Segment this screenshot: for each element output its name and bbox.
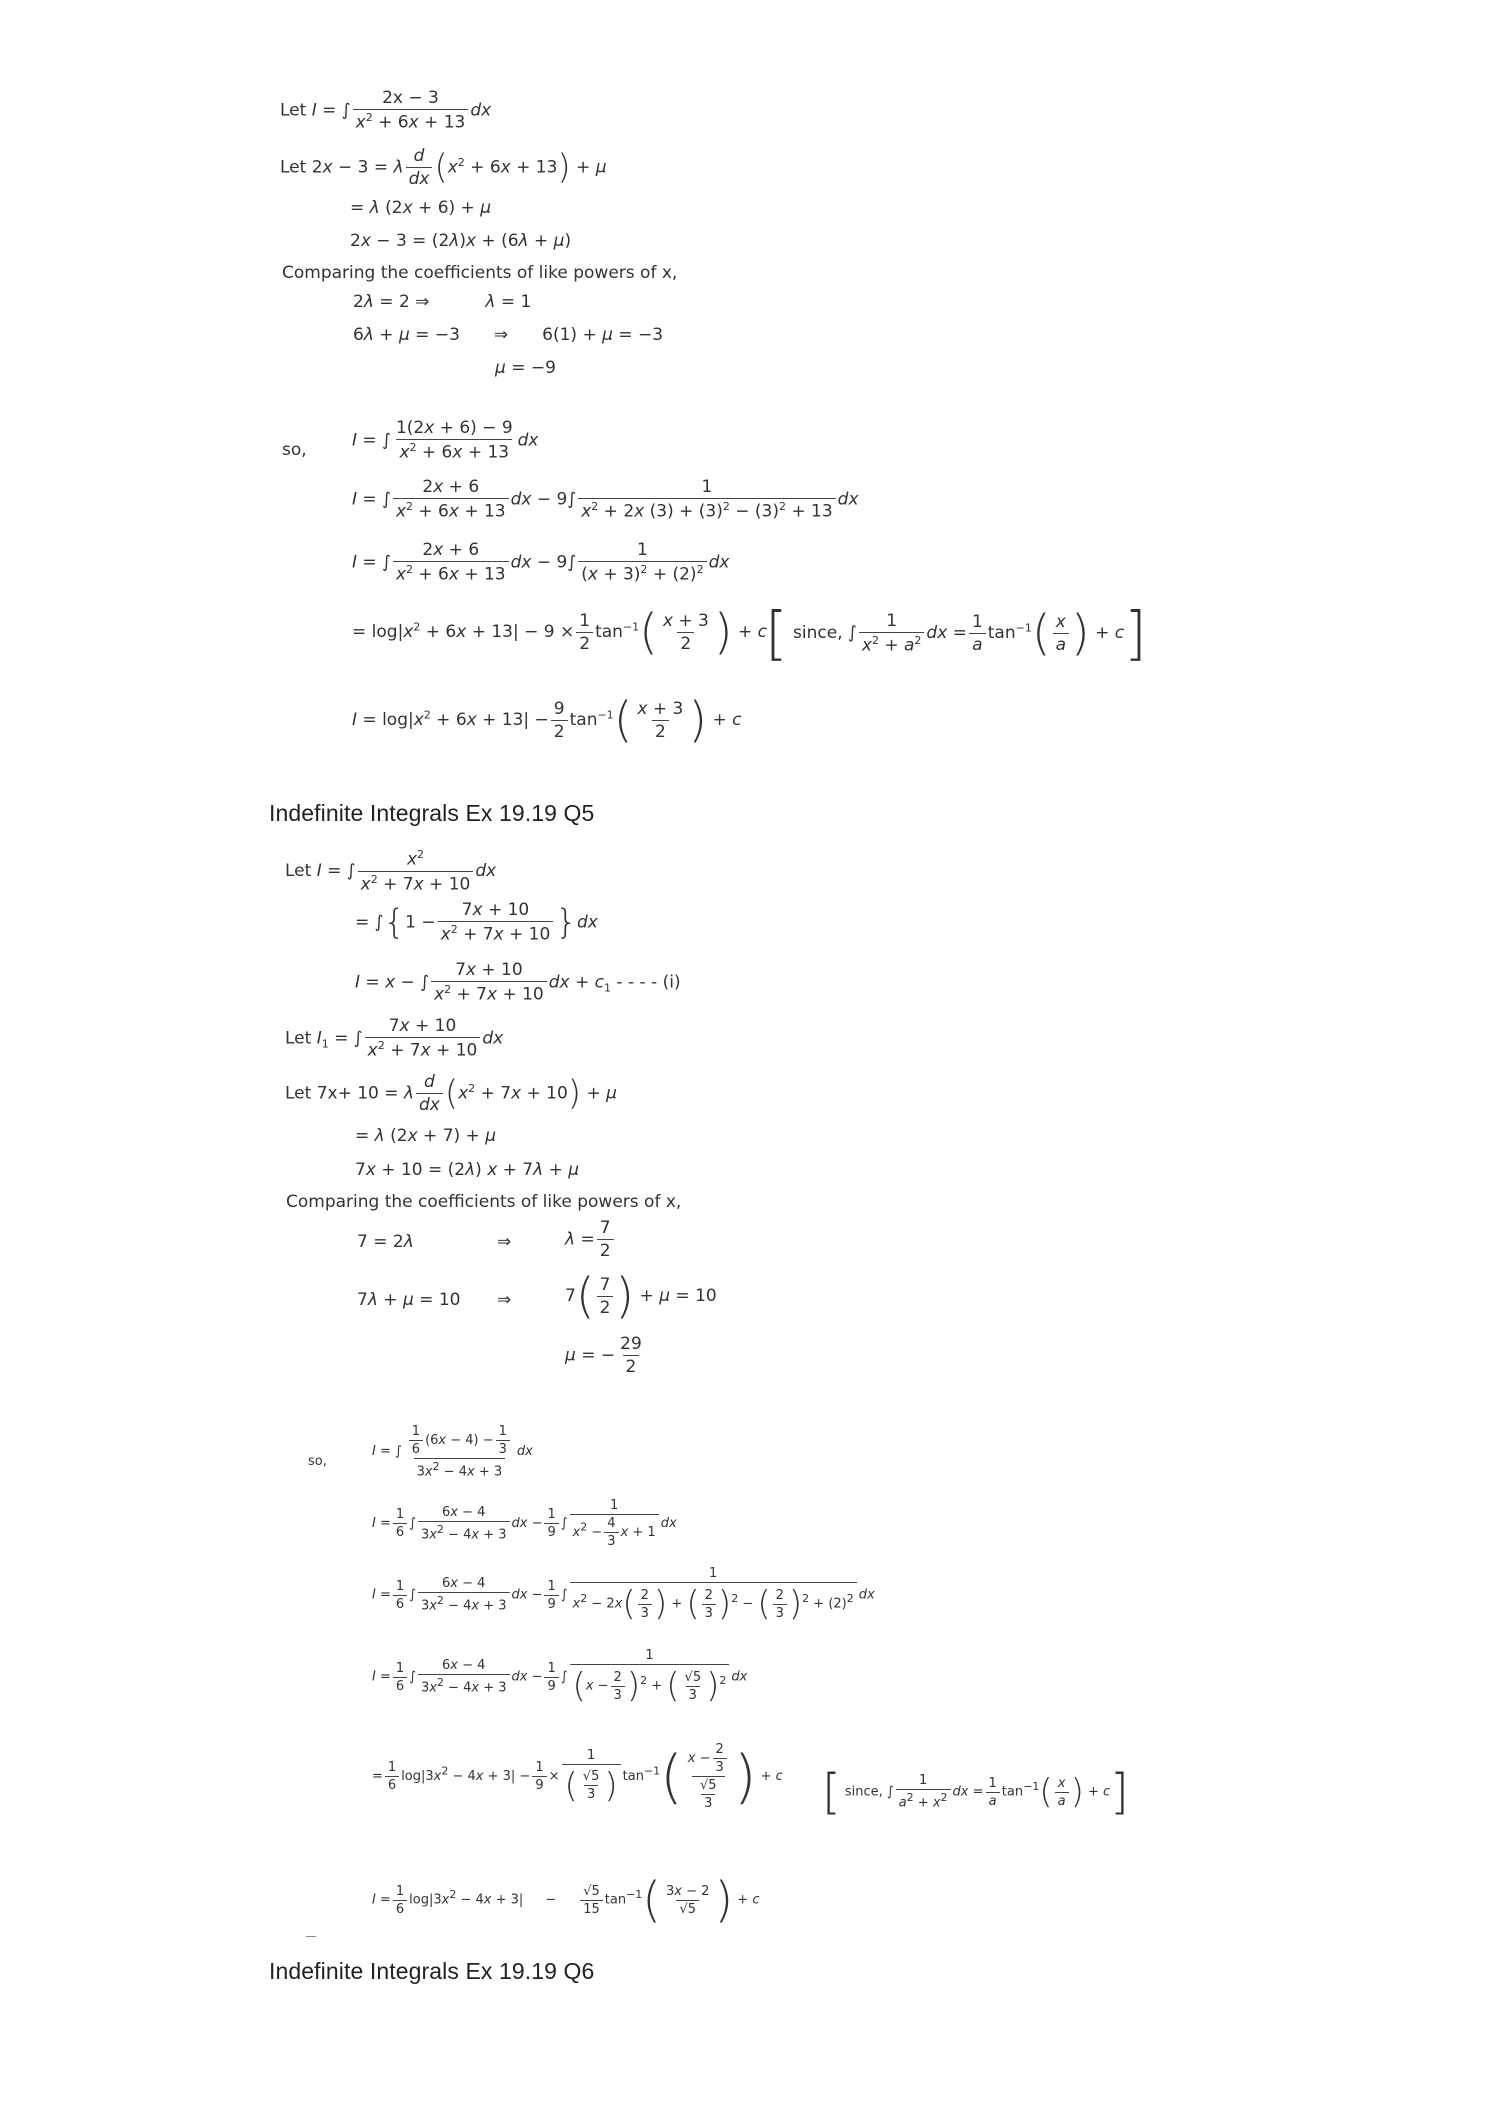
q4-line-so-I: I = ∫ $\frac{1(2x + 6) - 9}{x^2 + 6x + 13}$ dx xyxy=(352,418,539,463)
q4-line-complete-square: I = ∫ $\frac{2x + 6}{x^2 + 6x + 13}$ dx − 9∫ $\frac{1}{(x + 3)^2 + (2)^2}$ dx xyxy=(352,540,730,585)
q4-line-let-I: Let I = ∫ $\frac{2x - 3}{x^2 + 6x + 13}$ dx xyxy=(280,88,492,133)
q4-line-6lambda: 6λ + μ = −3 ⇒ 6(1) + μ = −3 xyxy=(353,325,664,345)
q5-line-final: I = $\frac{1}{6}$ $\log|3x^2 - 4x + 3|$ − $\frac{√5}{15}$ $\tan^{-1}$( $\frac{3x - 2}{√5}$ ) + c xyxy=(372,1872,760,1928)
q4-line-mu: μ = −9 xyxy=(495,358,556,378)
q4-line-2lambda: 2λ = 2 ⇒ λ = 1 xyxy=(353,292,532,312)
q5-line-mu: μ = − $\frac{29}{2}$ xyxy=(565,1334,642,1377)
q5-line-substitute: 7( $\frac{7}{2}$ ) + μ = 10 xyxy=(565,1268,717,1324)
q5-line-log-result: = $\frac{1}{6}$ $\log|3x^2 - 4x + 3|$ − $\frac{1}{9}$ × 1 ( $\frac{√5}{3}$ ) $\tan^{-1}$( x − $\frac{2}{3}$ $\frac{√5}{3}$ ) + c xyxy=(372,1742,783,1811)
q5-since-formula: [ since, ∫ $\frac{1}{a^2 + x^2}$ dx = $\frac{1}{a}$ $\tan^{-1}$( $\frac{x}{a}$ ) + c] xyxy=(822,1764,1129,1820)
q5-line-let-I1: Let $I_1$ = ∫ $\frac{7x + 10}{x^2 + 7x + 10}$ dx xyxy=(285,1016,504,1061)
q4-line-log-result: = $\log|x^2 + 6x + 13| - 9$ × $\frac{1}{2}$ $\tan^{-1}$( $\frac{x + 3}{2}$ ) + c xyxy=(352,604,767,660)
q5-line-I-eq-1: I = x − ∫ $\frac{7x + 10}{x^2 + 7x + 10}$ dx + $c_1$ - - - - (i) xyxy=(355,960,681,1005)
q5-line-let-I: Let I = ∫ $\frac{x^2}{x^2 + 7x + 10}$ dx xyxy=(285,848,497,895)
q5-line-compare: 7x + 10 = (2λ) x + 7λ + μ xyxy=(355,1160,580,1180)
q5-line-complete-square: I = $\frac{1}{6}$ ∫ $\frac{6x - 4}{3x^2 - 4x + 3}$ dx − $\frac{1}{9}$ ∫ 1 $x^2 - 2x$( $\frac{2}{3}$ ) + ( $\frac{2}{3}$ )$^2$ − ( $\frac{2}{3}$ )$^2 + (2)^2$ dx xyxy=(372,1566,875,1624)
q4-line-split: I = ∫ $\frac{2x + 6}{x^2 + 6x + 13}$ dx − 9∫ $\frac{1}{x^2 + 2x (3) + (3)^2 - (3)^2 + 13}$ dx xyxy=(352,477,859,522)
q5-line-standard-form: I = $\frac{1}{6}$ ∫ $\frac{6x - 4}{3x^2 - 4x + 3}$ dx − $\frac{1}{9}$ ∫ 1 (x − $\frac{2}{3}$ )$^2$ + ( $\frac{√5}{3}$ )$^2$ dx xyxy=(372,1648,748,1706)
q5-line-lambda-value: λ = $\frac{7}{2}$ xyxy=(565,1218,616,1261)
q4-line-compare: 2x − 3 = (2λ)x + (6λ + μ) xyxy=(350,231,572,251)
stray-mark xyxy=(306,1936,316,1937)
q5-line-let-7x: Let 7x+ 10 = λ $\frac{d}{dx}$ $(x^2 + 7x + 10) + \mu$ xyxy=(285,1072,617,1115)
q4-label-so: so, xyxy=(282,440,307,460)
q5-line-comparing-text: Comparing the coefficients of like powers of x, xyxy=(286,1192,682,1212)
q5-line-7lambda: 7λ + μ = 10 xyxy=(357,1290,461,1310)
q5-line-split: I = $\frac{1}{6}$ ∫ $\frac{6x - 4}{3x^2 - 4x + 3}$ dx − $\frac{1}{9}$ ∫ 1 $x^2$ − $\frac{4}{3}$ x + 1 dx xyxy=(372,1498,677,1549)
q5-line-lambda-expand: = λ (2x + 7) + μ xyxy=(355,1126,497,1146)
q5-heading: Indefinite Integrals Ex 19.19 Q5 xyxy=(269,800,595,826)
q5-line-divide: = ∫{1 − $\frac{7x + 10}{x^2 + 7x + 10}$ }dx xyxy=(355,900,598,945)
q4-line-lambda-expand: = λ (2x + 6) + μ xyxy=(350,198,492,218)
q5-line-7-2lambda: 7 = 2λ xyxy=(357,1232,414,1252)
q6-heading: Indefinite Integrals Ex 19.19 Q6 xyxy=(269,1958,595,1984)
q4-line-comparing-text: Comparing the coefficients of like powers of x, xyxy=(282,263,678,283)
q4-line-final: $I = \log|x^2 + 6x + 13|$ − $\frac{9}{2}$ $\tan^{-1}$( $\frac{x + 3}{2}$ ) + c xyxy=(352,692,742,748)
q5-arrow-1: ⇒ xyxy=(497,1232,512,1252)
q4-line-let-2x-3: Let 2x − 3 = λ $\frac{d}{dx}$ $(x^2 + 6x + 13) + \mu$ xyxy=(280,146,607,189)
q5-label-so: so, xyxy=(308,1454,327,1469)
q4-since-formula: [ since, ∫ $\frac{1}{x^2 + a^2}$ dx = $\frac{1}{a}$ $\tan^{-1}$( $\frac{x}{a}$ ) + c] xyxy=(765,599,1147,667)
q5-arrow-2: ⇒ xyxy=(497,1290,512,1310)
q5-line-so-I: I = ∫ $\frac{1}{6}$ (6x − 4) − $\frac{1}{3}$ $3x^2 - 4x + 3$ dx xyxy=(372,1424,533,1480)
